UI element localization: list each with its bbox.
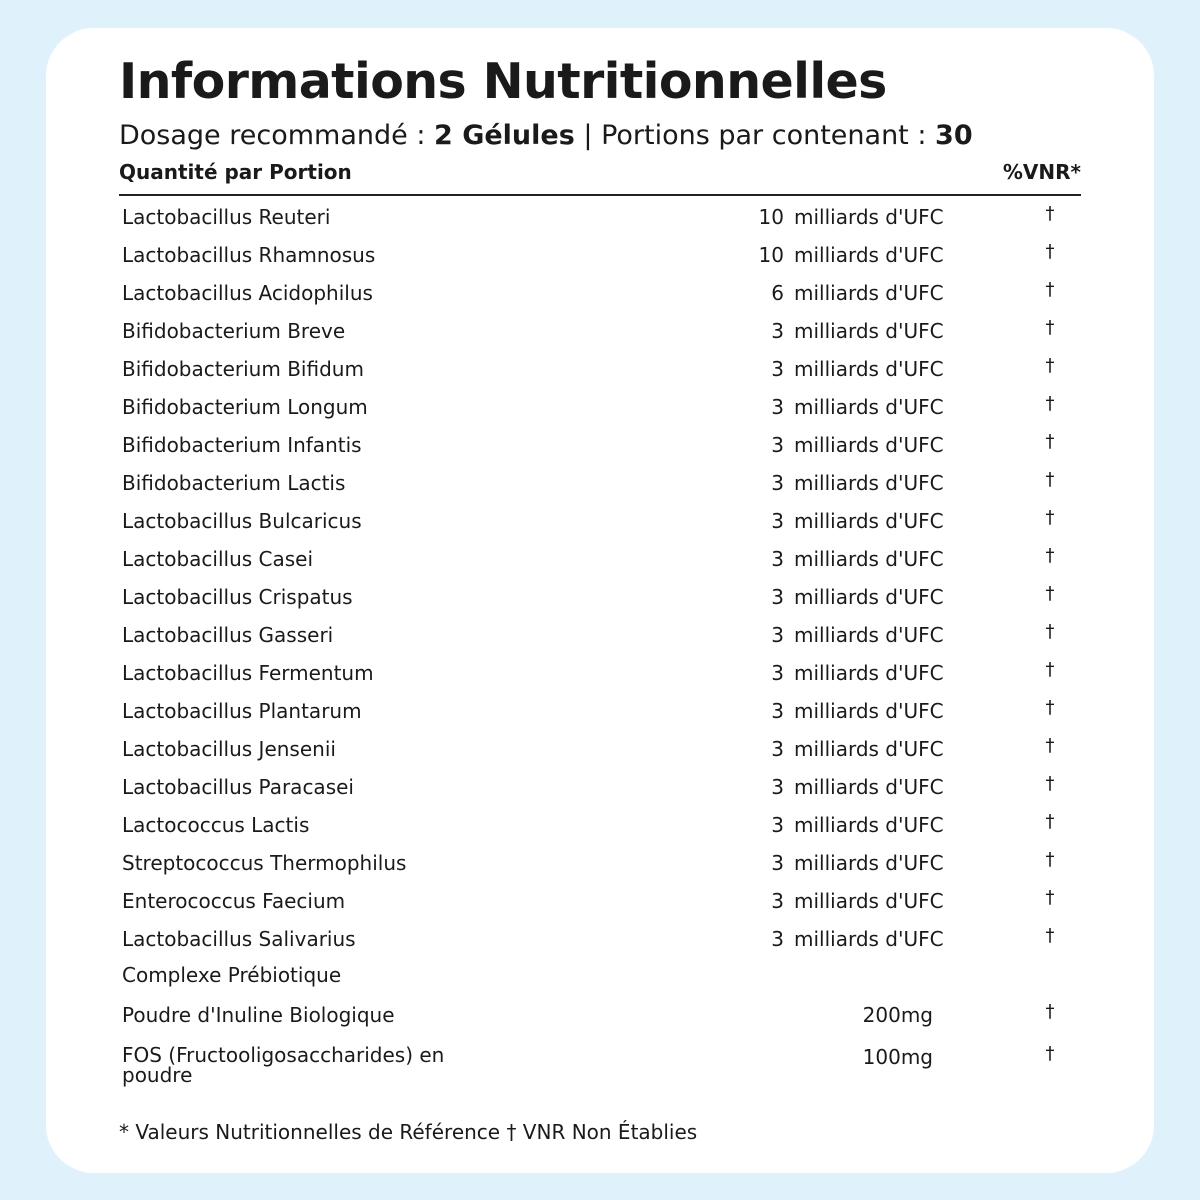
strain-quantity: 10 [758,205,784,229]
strain-quantity: 6 [771,281,784,305]
vnr-dagger: † [1045,317,1055,338]
strain-unit: milliards d'UFC [794,927,944,951]
table-row [0,623,1200,661]
strain-quantity: 3 [771,433,784,457]
strain-name: Bifidobacterium Breve [122,319,346,343]
strain-unit: milliards d'UFC [794,509,944,533]
vnr-dagger: † [1045,393,1055,414]
table-row [0,1003,1200,1041]
prebiotic-heading: Complexe Prébiotique [122,963,342,987]
table-row [0,737,1200,775]
prebiotic-name: Poudre d'Inuline Biologique [122,1003,395,1027]
vnr-dagger: † [1045,583,1055,604]
strain-unit: milliards d'UFC [794,319,944,343]
table-row [0,775,1200,813]
vnr-dagger: † [1045,811,1055,832]
portions-value: 30 [935,120,973,151]
strain-quantity: 3 [771,661,784,685]
strain-unit: milliards d'UFC [794,699,944,723]
prebiotic-heading-row [0,963,1200,1001]
vnr-dagger: † [1045,507,1055,528]
prebiotic-name: FOS (Fructooligosaccharides) en poudre [122,1043,445,1087]
dosage-value: 2 Gélules [434,120,575,151]
vnr-dagger: † [1045,241,1055,262]
table-row [0,661,1200,699]
strain-quantity: 3 [771,547,784,571]
vnr-dagger: † [1045,735,1055,756]
vnr-dagger: † [1045,773,1055,794]
vnr-dagger: † [1045,925,1055,946]
strain-unit: milliards d'UFC [794,357,944,381]
strain-unit: milliards d'UFC [794,281,944,305]
vnr-header: %VNR* [1002,160,1081,184]
table-row [0,889,1200,927]
vnr-dagger: † [1045,355,1055,376]
table-row [0,927,1200,965]
dosage-separator: | [574,120,602,151]
vnr-dagger: † [1045,1043,1055,1064]
strain-name: Lactobacillus Rhamnosus [122,243,376,267]
strain-name: Bifidobacterium Longum [122,395,368,419]
strain-unit: milliards d'UFC [794,851,944,875]
strain-name: Lactobacillus Gasseri [122,623,334,647]
strain-name: Lactobacillus Acidophilus [122,281,373,305]
strain-unit: milliards d'UFC [794,661,944,685]
table-row [0,585,1200,623]
vnr-dagger: † [1045,849,1055,870]
strain-quantity: 3 [771,509,784,533]
strain-name: Lactobacillus Bulcaricus [122,509,362,533]
table-row [0,1043,1200,1087]
strain-quantity: 3 [771,699,784,723]
strain-quantity: 3 [771,471,784,495]
quantity-header: Quantité par Portion [119,160,352,184]
vnr-dagger: † [1045,621,1055,642]
table-row [0,471,1200,509]
strain-unit: milliards d'UFC [794,585,944,609]
strain-quantity: 3 [771,737,784,761]
strain-unit: milliards d'UFC [794,623,944,647]
strain-unit: milliards d'UFC [794,737,944,761]
strain-quantity: 3 [771,813,784,837]
strain-quantity: 3 [771,319,784,343]
strain-unit: milliards d'UFC [794,889,944,913]
table-row [0,319,1200,357]
vnr-dagger: † [1045,1001,1055,1022]
strain-name: Bifidobacterium Bifidum [122,357,364,381]
strain-quantity: 3 [771,585,784,609]
strain-name: Lactobacillus Paracasei [122,775,354,799]
vnr-dagger: † [1045,887,1055,908]
strain-quantity: 3 [771,395,784,419]
portions-label: Portions par contenant : [601,120,936,151]
vnr-dagger: † [1045,279,1055,300]
strain-name: Lactobacillus Salivarius [122,927,356,951]
strain-unit: milliards d'UFC [794,205,944,229]
page-title: Informations Nutritionnelles [119,53,887,110]
vnr-dagger: † [1045,659,1055,680]
vnr-dagger: † [1045,431,1055,452]
strain-quantity: 3 [771,623,784,647]
strain-quantity: 3 [771,357,784,381]
table-row [0,205,1200,243]
strain-unit: milliards d'UFC [794,471,944,495]
strain-quantity: 3 [771,851,784,875]
table-row [0,357,1200,395]
table-row [0,433,1200,471]
vnr-dagger: † [1045,469,1055,490]
strain-name: Lactococcus Lactis [122,813,310,837]
dosage-label: Dosage recommandé : [119,120,435,151]
vnr-dagger: † [1045,203,1055,224]
table-row [0,243,1200,281]
table-row [0,509,1200,547]
strain-name: Lactobacillus Plantarum [122,699,362,723]
strain-name: Lactobacillus Casei [122,547,314,571]
table-row [0,699,1200,737]
table-row [0,547,1200,585]
strain-name: Bifidobacterium Lactis [122,471,346,495]
prebiotic-amount: 200mg [862,1003,933,1027]
strain-name: Enterococcus Faecium [122,889,346,913]
strain-unit: milliards d'UFC [794,433,944,457]
strain-unit: milliards d'UFC [794,813,944,837]
strain-name: Lactobacillus Crispatus [122,585,353,609]
strain-unit: milliards d'UFC [794,775,944,799]
table-row [0,813,1200,851]
vnr-dagger: † [1045,545,1055,566]
table-row [0,395,1200,433]
strain-quantity: 3 [771,889,784,913]
strain-quantity: 10 [758,243,784,267]
strain-name: Lactobacillus Reuteri [122,205,331,229]
strain-name: Lactobacillus Jensenii [122,737,336,761]
table-row [0,281,1200,319]
table-row [0,851,1200,889]
strain-quantity: 3 [771,927,784,951]
strain-unit: milliards d'UFC [794,243,944,267]
prebiotic-amount: 100mg [862,1045,933,1069]
strain-name: Streptococcus Thermophilus [122,851,407,875]
strain-name: Bifidobacterium Infantis [122,433,362,457]
strain-name: Lactobacillus Fermentum [122,661,374,685]
vnr-dagger: † [1045,697,1055,718]
strain-quantity: 3 [771,775,784,799]
strain-unit: milliards d'UFC [794,395,944,419]
strain-unit: milliards d'UFC [794,547,944,571]
footnote: * Valeurs Nutritionnelles de Référence † VNR Non Établies [119,1120,698,1144]
